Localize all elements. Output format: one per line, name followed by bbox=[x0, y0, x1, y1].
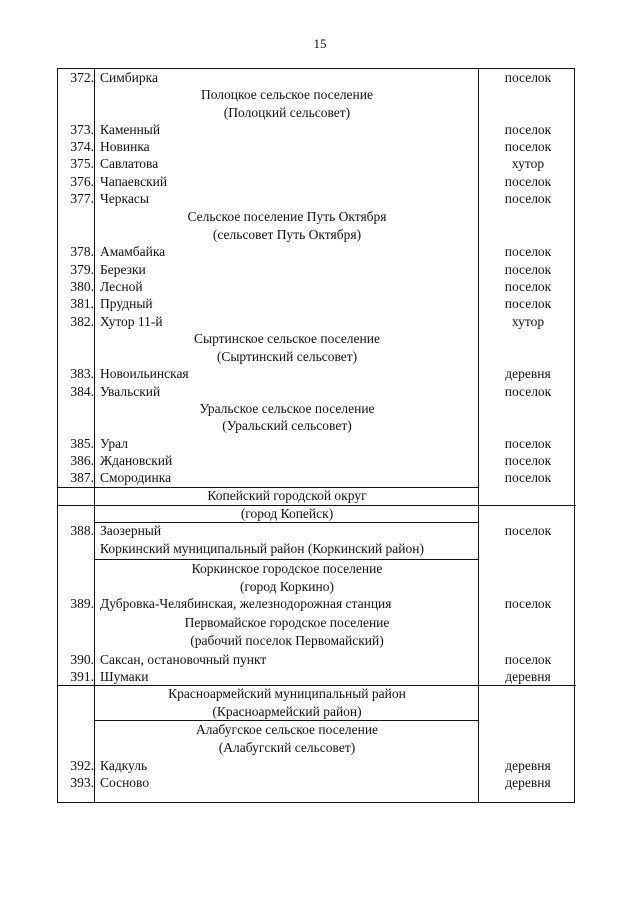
section-header: (сельсовет Путь Октября) bbox=[212, 227, 362, 242]
section-header: (Уральский сельсовет) bbox=[222, 418, 352, 433]
section-header: Коркинское городское поселение bbox=[191, 561, 383, 576]
section-header: Уральское сельское поселение bbox=[199, 401, 375, 416]
row-number: 386. bbox=[70, 453, 94, 468]
settlement-name: Хутор 11-й bbox=[100, 314, 163, 329]
settlement-type: поселок bbox=[504, 279, 552, 294]
row-number: 378. bbox=[70, 244, 94, 259]
table-row bbox=[58, 595, 574, 612]
settlement-type: хутор bbox=[511, 156, 545, 171]
table-row bbox=[58, 313, 574, 330]
settlement-type: поселок bbox=[504, 296, 552, 311]
settlement-name: Увальский bbox=[100, 384, 161, 399]
settlement-type: поселок bbox=[504, 191, 552, 206]
table-row bbox=[58, 522, 574, 539]
settlement-name: Смородинка bbox=[100, 470, 172, 485]
section-header-row bbox=[58, 400, 574, 417]
settlement-type: деревня bbox=[505, 669, 551, 684]
section-header: Первомайское городское поселение bbox=[184, 615, 390, 630]
settlement-type: поселок bbox=[504, 70, 552, 85]
section-header-row bbox=[58, 505, 574, 522]
row-number: 383. bbox=[70, 366, 94, 381]
section-header-row bbox=[58, 560, 574, 577]
section-header: (Полоцкий сельсовет) bbox=[223, 105, 351, 120]
settlement-name: Каменный bbox=[100, 122, 161, 137]
section-header: Сельское поселение Путь Октября bbox=[187, 209, 387, 224]
settlement-type: деревня bbox=[505, 366, 551, 381]
settlement-type: хутор bbox=[511, 314, 545, 329]
settlement-type: поселок bbox=[504, 262, 552, 277]
settlement-name: Заозерный bbox=[100, 523, 162, 538]
settlement-name: Новинка bbox=[100, 139, 150, 154]
settlement-type: поселок bbox=[504, 384, 552, 399]
settlement-name: Новоильинская bbox=[100, 366, 189, 381]
settlement-type: поселок bbox=[504, 470, 552, 485]
settlement-name: Чапаевский bbox=[100, 174, 168, 189]
row-number: 373. bbox=[70, 122, 94, 137]
table-row bbox=[58, 278, 574, 295]
section-header: Копейский городской округ bbox=[207, 488, 367, 503]
section-header-row bbox=[58, 685, 574, 702]
table-row bbox=[58, 243, 574, 260]
section-header-row bbox=[58, 721, 574, 738]
table-row bbox=[58, 155, 574, 172]
settlement-type: поселок bbox=[504, 436, 552, 451]
settlement-name: Ждановский bbox=[100, 453, 173, 468]
section-header: (рабочий поселок Первомайский) bbox=[190, 633, 384, 648]
row-number: 381. bbox=[70, 296, 94, 311]
section-header: (город Коркино) bbox=[240, 579, 334, 594]
table-row bbox=[58, 757, 574, 774]
settlement-type: поселок bbox=[504, 139, 552, 154]
table-row bbox=[58, 469, 574, 486]
section-header-row bbox=[58, 614, 574, 631]
settlement-type: поселок bbox=[504, 453, 552, 468]
table-row bbox=[58, 261, 574, 278]
row-number: 385. bbox=[70, 436, 94, 451]
section-header-row bbox=[58, 632, 574, 649]
row-number: 390. bbox=[70, 652, 94, 667]
row-number: 393. bbox=[70, 775, 94, 790]
section-header-row bbox=[58, 578, 574, 595]
settlement-name: Амамбайка bbox=[100, 244, 166, 259]
settlement-type: деревня bbox=[505, 775, 551, 790]
settlement-name: Шумаки bbox=[100, 669, 149, 684]
settlement-type: поселок bbox=[504, 523, 552, 538]
row-number: 374. bbox=[70, 139, 94, 154]
section-header: (город Копейск) bbox=[240, 506, 334, 521]
table-row bbox=[58, 435, 574, 452]
table-row bbox=[58, 121, 574, 138]
section-header: (Сыртинский сельсовет) bbox=[216, 349, 358, 364]
page-number: 15 bbox=[313, 36, 327, 51]
table-row bbox=[58, 668, 574, 685]
section-header: (Алабугский сельсовет) bbox=[218, 740, 356, 755]
row-number: 392. bbox=[70, 758, 94, 773]
settlement-name: Саксан, остановочный пункт bbox=[100, 652, 267, 667]
row-number: 379. bbox=[70, 262, 94, 277]
row-number: 375. bbox=[70, 156, 94, 171]
row-number: 377. bbox=[70, 191, 94, 206]
row-number: 388. bbox=[70, 523, 94, 538]
section-header-row bbox=[58, 226, 574, 243]
section-header-row bbox=[58, 739, 574, 756]
row-number: 391. bbox=[70, 669, 94, 684]
table-row bbox=[58, 365, 574, 382]
settlements-table bbox=[57, 68, 575, 803]
section-header: Красноармейский муниципальный район bbox=[168, 686, 406, 701]
settlement-name: Дубровка-Челябинская, железнодорожная станция bbox=[100, 596, 392, 611]
table-row bbox=[58, 452, 574, 469]
section-header-row bbox=[58, 86, 574, 103]
section-header: Сыртинское сельское поселение bbox=[194, 331, 380, 346]
section-header-row bbox=[58, 104, 574, 121]
settlement-type: деревня bbox=[505, 758, 551, 773]
row-number: 380. bbox=[70, 279, 94, 294]
settlement-type: поселок bbox=[504, 122, 552, 137]
section-header-row bbox=[58, 330, 574, 347]
settlement-type: поселок bbox=[504, 174, 552, 189]
section-header-row bbox=[58, 348, 574, 365]
row-number: 389. bbox=[70, 596, 94, 611]
row-number: 387. bbox=[70, 470, 94, 485]
table-row bbox=[58, 295, 574, 312]
section-header: Полоцкое сельское поселение bbox=[200, 87, 373, 102]
settlement-name: Урал bbox=[100, 436, 128, 451]
section-header: (Красноармейский район) bbox=[212, 704, 362, 719]
settlement-name: Савлатова bbox=[100, 156, 159, 171]
settlement-name: Кадкуль bbox=[100, 758, 148, 773]
row-number: 376. bbox=[70, 174, 94, 189]
settlement-name: Черкасы bbox=[100, 191, 149, 206]
row-number: 372. bbox=[70, 70, 94, 85]
settlement-name: Симбирка bbox=[100, 70, 158, 85]
settlement-type: поселок bbox=[504, 244, 552, 259]
table-row bbox=[58, 138, 574, 155]
table-row bbox=[58, 383, 574, 400]
settlement-type: поселок bbox=[504, 652, 552, 667]
table-row bbox=[58, 774, 574, 791]
section-header-row bbox=[58, 703, 574, 720]
settlement-type: поселок bbox=[504, 596, 552, 611]
settlement-name: Лесной bbox=[100, 279, 143, 294]
table-row bbox=[58, 540, 574, 557]
table-row bbox=[58, 69, 574, 86]
table-row bbox=[58, 190, 574, 207]
section-header: Алабугское сельское поселение bbox=[195, 722, 379, 737]
section-header-row bbox=[58, 487, 574, 504]
table-row bbox=[58, 651, 574, 668]
settlement-name: Сосново bbox=[100, 775, 150, 790]
row-number: 384. bbox=[70, 384, 94, 399]
section-header-row bbox=[58, 417, 574, 434]
settlement-name: Прудный bbox=[100, 296, 153, 311]
settlement-name: Коркинский муниципальный район (Коркинский район) bbox=[100, 541, 424, 556]
row-number: 382. bbox=[70, 314, 94, 329]
section-header-row bbox=[58, 208, 574, 225]
settlement-name: Березки bbox=[100, 262, 146, 277]
table-row bbox=[58, 173, 574, 190]
